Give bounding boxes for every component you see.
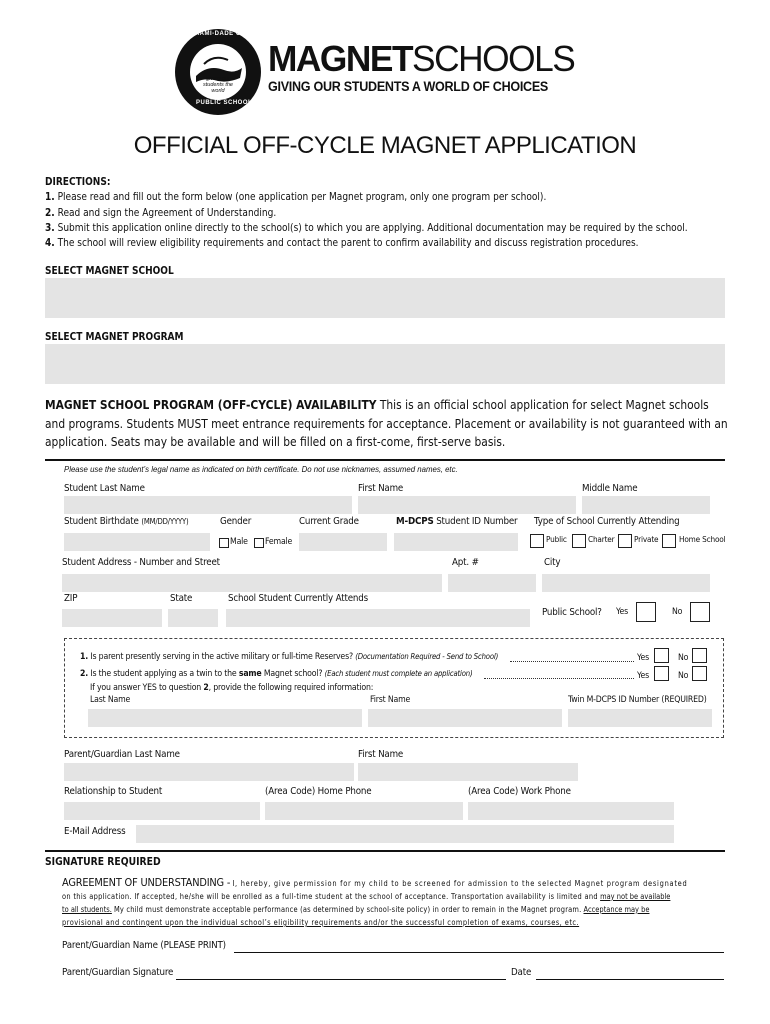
agreement-heading: AGREEMENT OF UNDERSTANDING - xyxy=(62,876,231,889)
address-field[interactable] xyxy=(62,574,442,592)
public-school-yes-checkbox[interactable] xyxy=(636,602,656,622)
directions xyxy=(45,175,688,251)
school-attends-label: School Student Currently Attends xyxy=(228,593,368,604)
relationship-field[interactable] xyxy=(64,802,260,820)
private-label: Private xyxy=(634,535,659,544)
student-last-name-field[interactable] xyxy=(64,496,352,514)
current-grade-field[interactable] xyxy=(299,533,387,551)
address-label: Student Address - Number and Street xyxy=(62,557,220,568)
availability-heading: MAGNET SCHOOL PROGRAM (OFF-CYCLE) AVAILABILITY xyxy=(45,398,377,412)
seal-top-text: MIAMI-DADE COUNTY xyxy=(192,31,265,37)
work-phone-label: (Area Code) Work Phone xyxy=(468,786,571,797)
signature-divider xyxy=(45,850,725,852)
twin-last-name-field[interactable] xyxy=(88,709,362,727)
availability-text: MAGNET SCHOOL PROGRAM (OFF-CYCLE) AVAILABILITY This is an official school application for select Magnet schools and programs. Students MUST meet entrance requirements for acceptance. Placement or availability is not guaranteed with an application. Seats may be available and will be filled on a first-come, first-serve basis. xyxy=(45,398,728,449)
apt-label: Apt. # xyxy=(452,557,479,568)
public-label: Public xyxy=(546,535,567,544)
signature-line[interactable] xyxy=(176,979,506,980)
charter-checkbox[interactable] xyxy=(572,534,586,548)
select-program-label: SELECT MAGNET PROGRAM xyxy=(45,331,184,343)
q2-yes-checkbox[interactable] xyxy=(654,666,669,681)
brand-light: SCHOOLS xyxy=(412,38,575,79)
home-school-checkbox[interactable] xyxy=(662,534,676,548)
parent-last-name-field[interactable] xyxy=(64,763,354,781)
parent-first-name-field[interactable] xyxy=(358,763,578,781)
q2-yes-label: Yes xyxy=(637,671,650,681)
current-grade-label: Current Grade xyxy=(299,516,359,527)
q2-no-label: No xyxy=(678,671,689,681)
twin-last-name-label: Last Name xyxy=(90,695,131,705)
zip-label: ZIP xyxy=(64,593,78,604)
state-label: State xyxy=(170,593,193,604)
student-id-label: M-DCPS Student ID Number xyxy=(396,516,518,527)
twin-followup-text: If you answer YES to question 2, provide the following required information: xyxy=(90,683,374,693)
direction-item: 3. Submit this application online directly to the school(s) to which you are applying. Additional documentation may be required by the school. xyxy=(45,221,688,234)
work-phone-field[interactable] xyxy=(468,802,674,820)
section-divider xyxy=(45,459,725,461)
question-1-leader xyxy=(510,661,634,662)
date-line[interactable] xyxy=(536,979,724,980)
q1-yes-checkbox[interactable] xyxy=(654,648,669,663)
first-name-label: First Name xyxy=(358,483,404,494)
student-last-name-label: Student Last Name xyxy=(64,483,145,494)
select-school-label: SELECT MAGNET SCHOOL xyxy=(45,265,174,277)
twin-id-label: Twin M-DCPS ID Number (REQUIRED) xyxy=(568,695,707,705)
brand-tagline: GIVING OUR STUDENTS A WORLD OF CHOICES xyxy=(268,79,549,94)
select-program-dropdown[interactable] xyxy=(45,344,725,384)
public-school-question: Public School? xyxy=(542,607,602,618)
parent-first-name-label: First Name xyxy=(358,749,404,760)
zip-field[interactable] xyxy=(62,609,162,627)
middle-name-label: Middle Name xyxy=(582,483,638,494)
brand-bold: MAGNET xyxy=(268,38,413,79)
female-label: Female xyxy=(265,537,293,547)
email-label: E-Mail Address xyxy=(64,826,126,837)
parent-last-name-label: Parent/Guardian Last Name xyxy=(64,749,180,760)
public-school-no-label: No xyxy=(672,607,683,617)
public-school-yes-label: Yes xyxy=(616,607,629,617)
twin-first-name-label: First Name xyxy=(370,695,411,705)
question-2-leader xyxy=(484,678,634,679)
city-label: City xyxy=(544,557,561,568)
q1-no-label: No xyxy=(678,653,689,663)
relationship-label: Relationship to Student xyxy=(64,786,163,797)
home-phone-field[interactable] xyxy=(265,802,463,820)
brand-name xyxy=(268,40,574,78)
public-checkbox[interactable] xyxy=(530,534,544,548)
print-name-line[interactable] xyxy=(234,952,724,953)
male-checkbox[interactable] xyxy=(219,538,229,548)
middle-name-field[interactable] xyxy=(582,496,710,514)
private-checkbox[interactable] xyxy=(618,534,632,548)
first-name-field[interactable] xyxy=(358,496,576,514)
apt-field[interactable] xyxy=(448,574,536,592)
legal-name-note: Please use the student’s legal name as indicated on birth certificate. Do not use nicknames, assumed names, etc. xyxy=(64,464,458,474)
student-id-field[interactable] xyxy=(394,533,518,551)
female-checkbox[interactable] xyxy=(254,538,264,548)
page-title: OFFICIAL OFF-CYCLE MAGNET APPLICATION xyxy=(133,132,637,159)
city-field[interactable] xyxy=(542,574,710,592)
school-type-label: Type of School Currently Attending xyxy=(534,516,680,527)
question-2: 2. Is the student applying as a twin to the same Magnet school? (Each student must complete an application) xyxy=(80,669,473,679)
email-field[interactable] xyxy=(136,825,674,843)
question-1: 1. Is parent presently serving in the active military or full-time Reserves? (Documentation Required - Send to School) xyxy=(80,652,499,662)
print-name-label: Parent/Guardian Name (PLEASE PRINT) xyxy=(62,940,226,951)
charter-label: Charter xyxy=(588,535,615,544)
select-school-dropdown[interactable] xyxy=(45,278,725,318)
birthdate-field[interactable] xyxy=(64,533,210,551)
direction-item: 1. Please read and fill out the form below (one application per Magnet program, only one program per school). xyxy=(45,191,547,204)
home-phone-label: (Area Code) Home Phone xyxy=(265,786,372,797)
state-field[interactable] xyxy=(168,609,218,627)
school-attends-field[interactable] xyxy=(226,609,530,627)
gender-label: Gender xyxy=(220,516,252,527)
twin-first-name-field[interactable] xyxy=(368,709,562,727)
signature-label: Parent/Guardian Signature xyxy=(62,967,174,978)
date-label: Date xyxy=(511,967,532,978)
signature-heading: SIGNATURE REQUIRED xyxy=(45,856,161,868)
public-school-no-checkbox[interactable] xyxy=(690,602,710,622)
twin-id-field[interactable] xyxy=(568,709,712,727)
male-label: Male xyxy=(230,537,248,547)
birthdate-label: Student Birthdate (MM/DD/YYYY) xyxy=(64,516,189,527)
seal-center-text: giving our students the world xyxy=(203,76,233,94)
direction-item: 4. The school will review eligibility requirements and contact the parent to confirm availability and discuss registration procedures. xyxy=(45,237,639,250)
q2-no-checkbox[interactable] xyxy=(692,666,707,681)
seal-bottom-text: PUBLIC SCHOOLS xyxy=(196,100,257,106)
directions-heading: DIRECTIONS: xyxy=(45,176,111,188)
agreement-text: AGREEMENT OF UNDERSTANDING - I, hereby, give permission for my child to be screened for admission to the selected Magnet program designated on this application. If accepted, he/she will be enrolled as a full-time student at the school of acceptance. Transportation availability is limited and may not be available to all students. My child must demonstrate acceptable performance (as determined by school-site policy) in order to remain in the Magnet program. Acceptance may be provisional and contingent upon the individual school’s eligibility requirements and/or the successful completion of exams, courses, etc. xyxy=(62,876,688,927)
q1-no-checkbox[interactable] xyxy=(692,648,707,663)
q1-yes-label: Yes xyxy=(637,653,650,663)
direction-item: 2. Read and sign the Agreement of Understanding. xyxy=(45,206,277,219)
home-school-label: Home School xyxy=(679,535,726,544)
